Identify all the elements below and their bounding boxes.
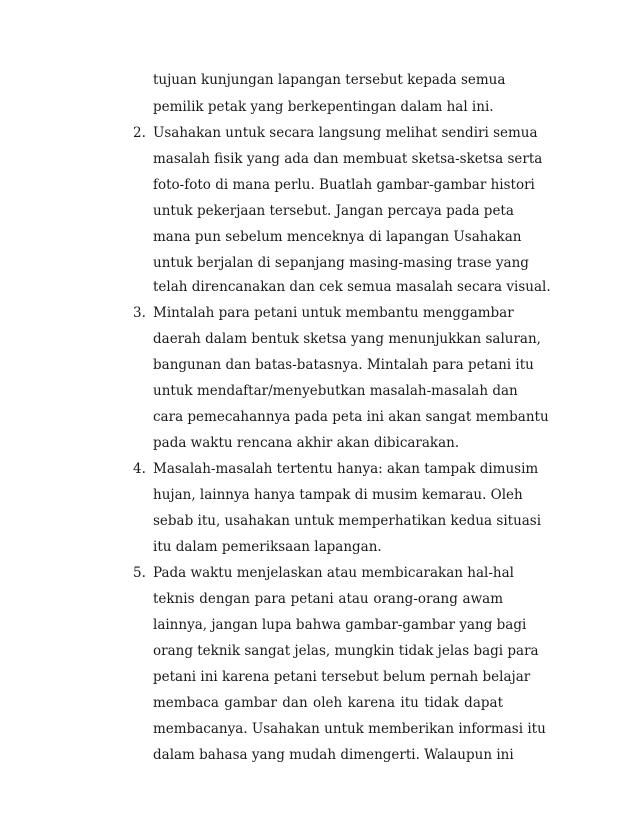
paragraph-line: Masalah-masalah tertentu hanya: akan tampak dimusim — [153, 461, 539, 477]
paragraph-line: daerah dalam bentuk sketsa yang menunjukkan saluran, — [153, 331, 541, 347]
paragraph-line: membaca gambar dan oleh karena itu tidak dapat — [153, 695, 503, 711]
paragraph-line: Pada waktu menjelaskan atau membicarakan hal-hal — [153, 565, 514, 581]
list-item-number: 4. — [133, 461, 146, 477]
paragraph-line: dalam bahasa yang mudah dimengerti. Walaupun ini — [153, 747, 514, 763]
paragraph-line: sebab itu, usahakan untuk memperhatikan kedua situasi — [153, 513, 542, 529]
paragraph-line: bangunan dan batas-batasnya. Mintalah para petani itu — [153, 357, 534, 373]
paragraph-line: Usahakan untuk secara langsung melihat sendiri semua — [153, 125, 538, 141]
paragraph-line: Mintalah para petani untuk membantu menggambar — [153, 305, 514, 321]
paragraph-line: untuk berjalan di sepanjang masing-masing trase yang — [153, 255, 529, 271]
paragraph-line: pada waktu rencana akhir akan dibicarakan. — [153, 435, 460, 451]
list-item-number: 5. — [133, 565, 146, 581]
paragraph-line: untuk pekerjaan tersebut. Jangan percaya pada peta — [153, 203, 514, 219]
paragraph-line: pemilik petak yang berkepentingan dalam hal ini. — [153, 99, 494, 115]
paragraph-line: untuk mendaftar/menyebutkan masalah-masalah dan — [153, 383, 518, 399]
paragraph-line: membacanya. Usahakan untuk memberikan informasi itu — [153, 721, 546, 737]
paragraph-line: hujan, lainnya hanya tampak di musim kemarau. Oleh — [153, 487, 523, 503]
paragraph-line: foto-foto di mana perlu. Buatlah gambar-gambar histori — [153, 177, 535, 193]
list-item-number: 2. — [133, 125, 146, 141]
paragraph-line: petani ini karena petani tersebut belum pernah belajar — [153, 669, 531, 685]
paragraph-line: masalah fisik yang ada dan membuat sketsa-sketsa serta — [153, 151, 543, 167]
paragraph-line: cara pemecahannya pada peta ini akan sangat membantu — [153, 409, 549, 425]
paragraph-line: mana pun sebelum menceknya di lapangan Usahakan — [153, 229, 522, 245]
paragraph-line: tujuan kunjungan lapangan tersebut kepada semua — [153, 72, 506, 88]
paragraph-line: teknis dengan para petani atau orang-orang awam — [153, 591, 503, 607]
paragraph-line: telah direncanakan dan cek semua masalah secara visual. — [153, 279, 551, 295]
list-item-number: 3. — [133, 305, 146, 321]
paragraph-line: lainnya, jangan lupa bahwa gambar-gambar yang bagi — [153, 617, 527, 633]
paragraph-line: itu dalam pemeriksaan lapangan. — [153, 539, 382, 555]
paragraph-line: orang teknik sangat jelas, mungkin tidak jelas bagi para — [153, 643, 539, 659]
